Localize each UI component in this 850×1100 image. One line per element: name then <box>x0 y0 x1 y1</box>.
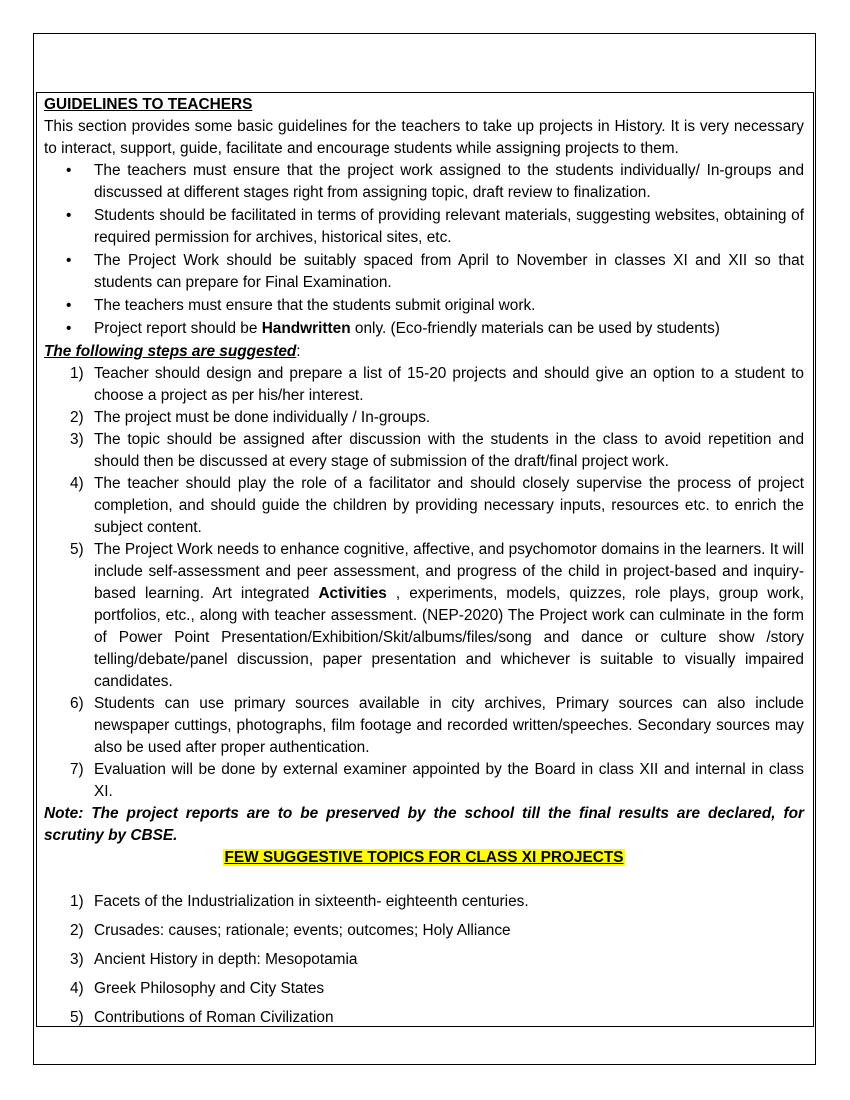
step-number: 6) <box>70 695 84 712</box>
step-text: , experiments, models, quizzes, role plays, group work, portfolios, etc., along with teacher assessment. (NEP-2020) The Project work can culminate in the form of Power Point Presentation/Exhibition/Skit/albums/files/song and dance or culture show /story telling/debate/panel discussion, paper presentation and whichever is suitable to visually impaired candidates. <box>94 585 804 690</box>
step-number: 3) <box>70 431 84 448</box>
step-number: 7) <box>70 761 84 778</box>
bullet-item <box>44 295 804 317</box>
step-number: 2) <box>70 409 84 426</box>
section-heading: GUIDELINES TO TEACHERS <box>44 96 253 113</box>
topic-number: 3) <box>70 951 84 968</box>
step-text: Students can use primary sources available in city archives, Primary sources can also include newspaper cuttings, photographs, film footage and recorded written/speeches. Secondary sources may also be used after proper authentication. <box>94 695 804 756</box>
topics-list <box>44 891 804 1036</box>
bullet-text: The teachers must ensure that the students submit original work. <box>94 297 536 314</box>
topic-item <box>44 1007 804 1036</box>
step-item <box>44 407 804 429</box>
topic-number: 4) <box>70 980 84 997</box>
guidelines-bullet-list <box>44 160 804 340</box>
bullet-item <box>44 160 804 204</box>
step-item <box>44 759 804 803</box>
step-text: The Project Work needs to enhance cognitive, affective, and psychomotor domains in the learners. It will include self-assessment and peer assessment, and progress of the child in project-based and inquiry-based learning. Art integrated <box>94 541 804 602</box>
topic-number: 5) <box>70 1009 84 1026</box>
topic-text: Greek Philosophy and City States <box>94 980 325 997</box>
step-text: Evaluation will be done by external examiner appointed by the Board in class XII and internal in class XI. <box>94 761 804 800</box>
bullet-item <box>44 318 804 340</box>
bullet-item <box>44 205 804 249</box>
bullet-dot-icon: • <box>66 162 72 179</box>
bullet-text: only. (Eco-friendly materials can be used by students) <box>350 320 720 337</box>
steps-title-colon: : <box>296 343 301 360</box>
bullet-text: The teachers must ensure that the project work assigned to the students individually/ In-groups and discussed at different stages right from assigning topic, draft review to finalization. <box>94 162 804 201</box>
topic-item <box>44 978 804 1007</box>
step-number: 4) <box>70 475 84 492</box>
bullet-text: The Project Work should be suitably spaced from April to November in classes XI and XII so that students can prepare for Final Examination. <box>94 252 804 291</box>
topic-text: Facets of the Industrialization in sixteenth- eighteenth centuries. <box>94 893 529 910</box>
step-item <box>44 539 804 693</box>
step-number: 1) <box>70 365 84 382</box>
bullet-dot-icon: • <box>66 297 72 314</box>
bullet-dot-icon: • <box>66 252 72 269</box>
topics-heading-line <box>44 847 804 869</box>
step-item <box>44 429 804 473</box>
intro-paragraph: This section provides some basic guidelines for the teachers to take up projects in History. It is very necessary to interact, support, guide, facilitate and encourage students while assigning projects to them. <box>44 118 804 157</box>
bullet-text: Students should be facilitated in terms of providing relevant materials, suggesting websites, obtaining of required permission for archives, historical sites, etc. <box>94 207 804 246</box>
steps-title-line <box>44 341 804 363</box>
topic-text: Contributions of Roman Civilization <box>94 1009 334 1026</box>
step-text: The topic should be assigned after discussion with the students in the class to avoid repetition and should then be discussed at every stage of submission of the draft/final project work. <box>94 431 804 470</box>
topic-item <box>44 949 804 978</box>
step-text: The project must be done individually / In-groups. <box>94 409 431 426</box>
step-text: The teacher should play the role of a facilitator and should closely supervise the process of project completion, and should guide the children by providing necessary inputs, resources etc. to enrich the subject content. <box>94 475 804 536</box>
step-item <box>44 473 804 539</box>
topic-text: Crusades: causes; rationale; events; outcomes; Holy Alliance <box>94 922 511 939</box>
bullet-text: Project report should be <box>94 320 262 337</box>
suggested-steps-list <box>44 363 804 803</box>
step-bold-text: Activities <box>318 585 387 602</box>
step-text: Teacher should design and prepare a list of 15-20 projects and should give an option to a student to choose a project as per his/her interest. <box>94 365 804 404</box>
topic-text: Ancient History in depth: Mesopotamia <box>94 951 358 968</box>
step-item <box>44 363 804 407</box>
steps-title: The following steps are suggested <box>44 343 297 360</box>
step-item <box>44 693 804 759</box>
document-body <box>44 94 804 1036</box>
topic-item <box>44 920 804 949</box>
topic-item <box>44 891 804 920</box>
step-number: 5) <box>70 541 84 558</box>
bullet-dot-icon: • <box>66 207 72 224</box>
bullet-dot-icon: • <box>66 320 72 337</box>
note-paragraph: Note: The project reports are to be preserved by the school till the final results are declared, for scrutiny by CBSE. <box>44 805 804 844</box>
topics-heading: FEW SUGGESTIVE TOPICS FOR CLASS XI PROJECTS <box>224 849 624 866</box>
bullet-bold-text: Handwritten <box>261 320 351 337</box>
topic-number: 2) <box>70 922 84 939</box>
topic-number: 1) <box>70 893 84 910</box>
bullet-item <box>44 250 804 294</box>
